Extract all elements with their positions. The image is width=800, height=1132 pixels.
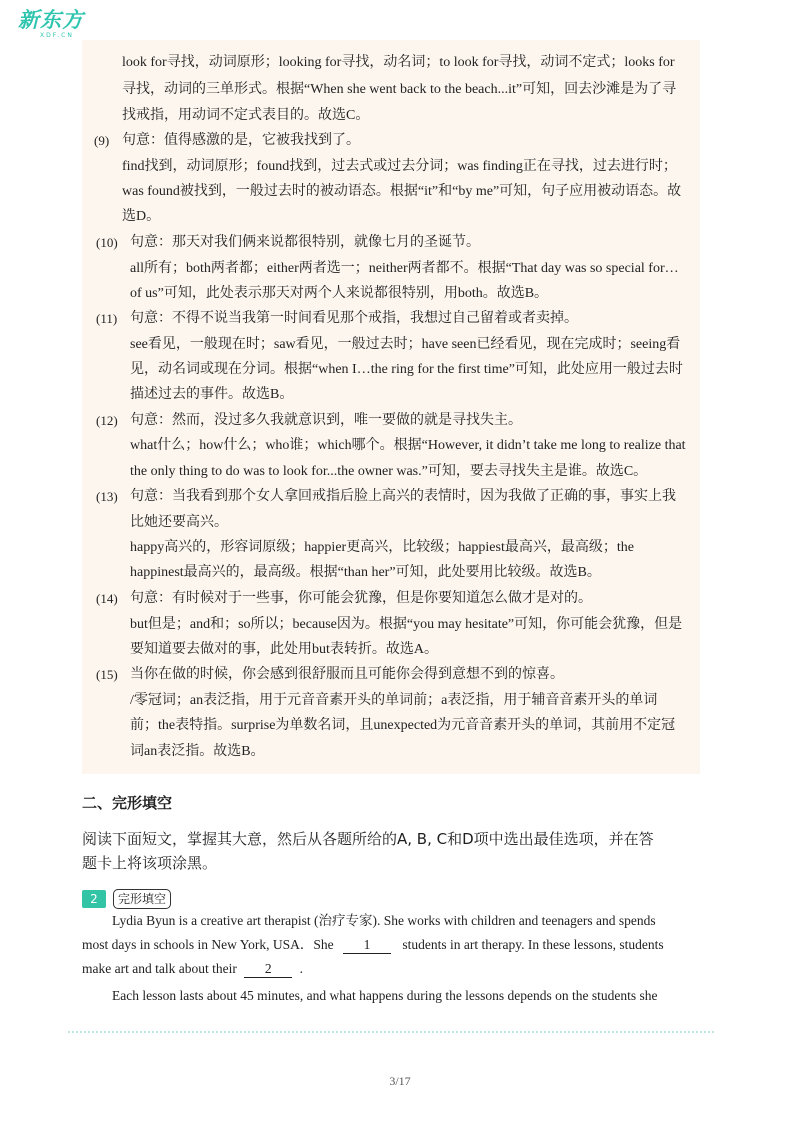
item-number: (14) [96, 591, 118, 606]
passage-text: students in art therapy. In these lessons, students [402, 937, 664, 952]
answer-line: 选D。 [122, 209, 161, 224]
answer-line: see看见，一般现在时；saw看见，一般过去时；have seen已经看见，现在完成时；seeing看 [130, 337, 681, 352]
answer-line: look for寻找，动词原形；looking for寻找，动名词；to look for寻找，动词不定式；looks for [122, 55, 675, 70]
answer-line: 句意：那天对我们俩来说都很特别，就像七月的圣诞节。 [130, 235, 480, 250]
logo-subtext: XDF.CN [40, 32, 74, 39]
item-number: (13) [96, 489, 118, 504]
passage-text: most days in schools in New York, USA．She [82, 937, 334, 952]
answer-line: 比她还要高兴。 [130, 515, 228, 530]
passage-line [82, 959, 303, 979]
answer-blank[interactable]: 1 [343, 937, 391, 954]
answer-line: 见，动名词或现在分词。根据“when I…the ring for the first time”可知，此处应用一般过去时 [130, 362, 683, 377]
question-type-tag: 完形填空 [113, 889, 171, 909]
item-number: (10) [96, 235, 118, 250]
answer-blank[interactable]: 2 [244, 961, 292, 978]
passage-text: . [299, 961, 303, 976]
answer-line: 当你在做的时候，你会感到很舒服而且可能你会得到意想不到的惊喜。 [130, 667, 564, 682]
passage-text: make art and talk about their [82, 961, 237, 976]
answer-line: 句意：有时候对于一些事，你可能会犹豫，但是你要知道怎么做才是对的。 [130, 591, 592, 606]
answer-line: 句意：不得不说当我第一时间看见那个戒指，我想过自己留着或者卖掉。 [130, 311, 578, 326]
item-number: (12) [96, 413, 118, 428]
answer-line: 句意：当我看到那个女人拿回戒指后脸上高兴的表情时，因为我做了正确的事，事实上我 [130, 489, 676, 504]
passage-line: Lydia Byun is a creative art therapist (治疗专家). She works with children and teenagers and spends [112, 913, 656, 928]
answer-line: all所有；both两者都；either两者选一；neither两者都不。根据“That day was so special for… [130, 261, 679, 276]
section-title: 二、完形填空 [82, 794, 173, 812]
answer-line: happy高兴的，形容词原级；happier更高兴，比较级；happiest最高兴，最高级；the [130, 540, 634, 555]
logo-text: 新东方 [18, 8, 84, 32]
answer-line: was found被找到，一般过去时的被动语态。根据“it”和“by me”可知，句子应用被动语态。故 [122, 184, 682, 199]
answer-line: 前；the表特指。surprise为单数名词，且unexpected为元音音素开头的单词，其前用不定冠 [130, 718, 676, 733]
instruction-text: 阅读下面短文，掌握其大意，然后从各题所给的A, B, C和D项中选出最佳选项，并在答 [82, 830, 654, 848]
answer-line: what什么；how什么；who谁；which哪个。根据“However, it didn’t take me long to realize that [130, 438, 686, 453]
answer-line: of us”可知，此处表示那天对两个人来说都很特别，用both。故选B。 [130, 286, 549, 301]
answer-line: /零冠词；an表泛指，用于元音音素开头的单词前；a表泛指，用于辅音音素开头的单词 [130, 693, 658, 708]
answer-line: 找戒指，用动词不定式表目的。故选C。 [122, 108, 370, 123]
answer-line: find找到，动词原形；found找到，过去式或过去分词；was finding正在寻找，过去进行时； [122, 159, 677, 174]
answer-line: 句意：然而，没过多久我就意识到，唯一要做的就是寻找失主。 [130, 413, 522, 428]
footer-divider [68, 1031, 714, 1033]
passage-line: Each lesson lasts about 45 minutes, and what happens during the lessons depends on the students she [112, 988, 658, 1003]
answer-line: 描述过去的事件。故选B。 [130, 387, 294, 402]
answer-line: 词an表泛指。故选B。 [130, 744, 265, 759]
answer-line: the only thing to do was to look for...the owner was.”可知，要去寻找失主是谁。故选C。 [130, 464, 648, 479]
answer-line: but但是；and和；so所以；because因为。根据“you may hesitate”可知，你可能会犹豫，但是 [130, 617, 683, 632]
answer-line: happinest最高兴的，最高级。根据“than her”可知，此处要用比较级。故选B。 [130, 565, 601, 580]
instruction-text: 题卡上将该项涂黑。 [82, 854, 218, 872]
answer-line: 句意：值得感激的是，它被我找到了。 [122, 133, 360, 148]
item-number: (9) [94, 133, 110, 148]
question-number-badge: 2 [82, 890, 106, 908]
item-number: (15) [96, 667, 118, 682]
item-number: (11) [96, 311, 118, 326]
page-number: 3/17 [389, 1074, 411, 1088]
answer-line: 寻找，动词的三单形式。根据“When she went back to the beach...it”可知，回去沙滩是为了寻 [122, 82, 677, 97]
passage-line [82, 935, 664, 955]
xdf-logo [18, 8, 88, 42]
answer-line: 要知道要去做对的事，此处用but表转折。故选A。 [130, 642, 438, 657]
